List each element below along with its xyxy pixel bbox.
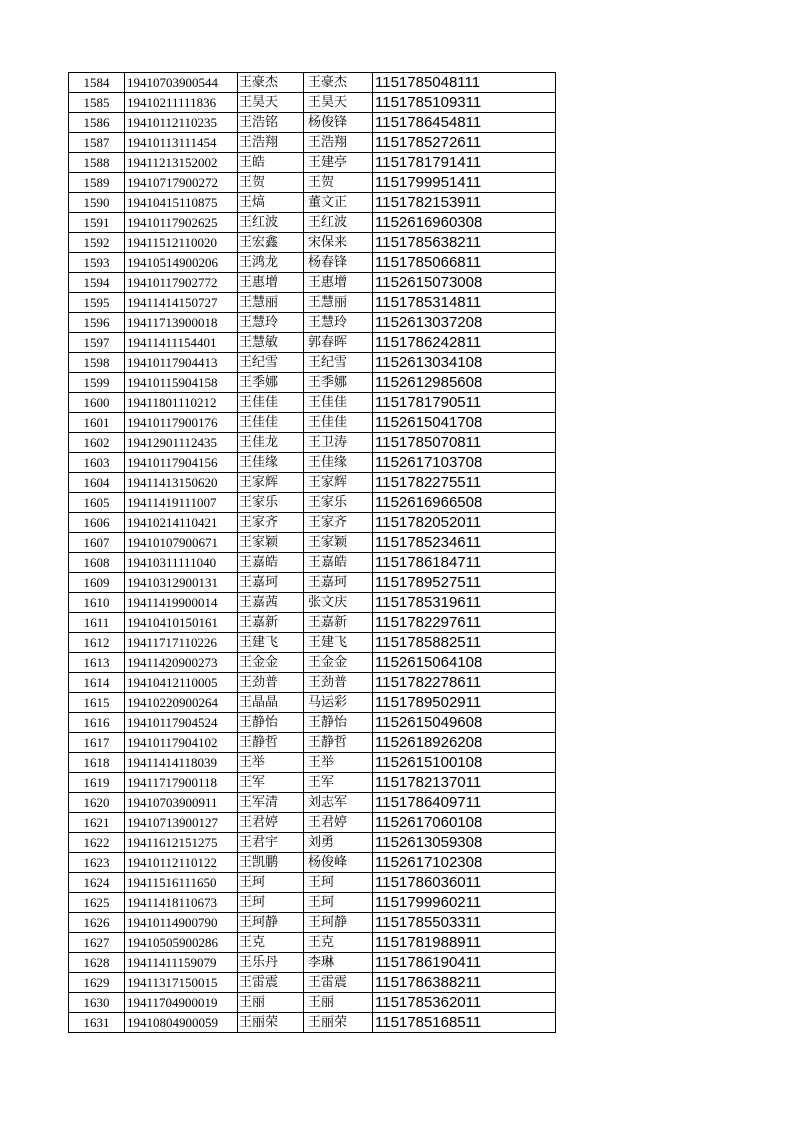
- name-cell: 王军清: [238, 793, 304, 813]
- id-number-cell: 19410804900059: [125, 1013, 238, 1033]
- id-number-cell: 19410117902625: [125, 213, 238, 233]
- table-row: [69, 93, 556, 113]
- card-number-cell: 1152617060108: [373, 813, 556, 833]
- card-number-cell: 1151785314811: [373, 293, 556, 313]
- row-index-cell: 1589: [69, 173, 125, 193]
- table-row: [69, 813, 556, 833]
- table-row: [69, 233, 556, 253]
- id-number-cell: 19410211111836: [125, 93, 238, 113]
- row-index-cell: 1621: [69, 813, 125, 833]
- card-number-cell: 1151782153911: [373, 193, 556, 213]
- name-cell: 王嘉皓: [238, 553, 304, 573]
- holder-name-cell: 王昊天: [304, 93, 373, 113]
- holder-name-cell: 王家颖: [304, 533, 373, 553]
- table-row: [69, 873, 556, 893]
- table-body: [69, 73, 556, 1033]
- card-number-cell: 1151782052011: [373, 513, 556, 533]
- row-index-cell: 1599: [69, 373, 125, 393]
- row-index-cell: 1590: [69, 193, 125, 213]
- id-number-cell: 19411704900019: [125, 993, 238, 1013]
- name-cell: 王鸿龙: [238, 253, 304, 273]
- id-number-cell: 19411420900273: [125, 653, 238, 673]
- card-number-cell: 1151786242811: [373, 333, 556, 353]
- table-row: [69, 373, 556, 393]
- card-number-cell: 1151785234611: [373, 533, 556, 553]
- table-row: [69, 933, 556, 953]
- table-row: [69, 973, 556, 993]
- row-index-cell: 1627: [69, 933, 125, 953]
- holder-name-cell: 马运彩: [304, 693, 373, 713]
- name-cell: 王昊天: [238, 93, 304, 113]
- name-cell: 王建飞: [238, 633, 304, 653]
- holder-name-cell: 王雷震: [304, 973, 373, 993]
- card-number-cell: 1151785048111: [373, 73, 556, 93]
- holder-name-cell: 杨春锋: [304, 253, 373, 273]
- name-cell: 王晶晶: [238, 693, 304, 713]
- id-number-cell: 19411411159079: [125, 953, 238, 973]
- table-row: [69, 333, 556, 353]
- table-row: [69, 453, 556, 473]
- name-cell: 王佳龙: [238, 433, 304, 453]
- row-index-cell: 1613: [69, 653, 125, 673]
- id-number-cell: 19410115904158: [125, 373, 238, 393]
- row-index-cell: 1612: [69, 633, 125, 653]
- card-number-cell: 1151785503311: [373, 913, 556, 933]
- id-number-cell: 19411418110673: [125, 893, 238, 913]
- id-number-cell: 19410514900206: [125, 253, 238, 273]
- table-row: [69, 513, 556, 533]
- holder-name-cell: 王红波: [304, 213, 373, 233]
- name-cell: 王纪雪: [238, 353, 304, 373]
- holder-name-cell: 王惠增: [304, 273, 373, 293]
- holder-name-cell: 王丽荣: [304, 1013, 373, 1033]
- name-cell: 王凯鹏: [238, 853, 304, 873]
- holder-name-cell: 王豪杰: [304, 73, 373, 93]
- id-number-cell: 19411612151275: [125, 833, 238, 853]
- name-cell: 王宏鑫: [238, 233, 304, 253]
- holder-name-cell: 王静怡: [304, 713, 373, 733]
- name-cell: 王军: [238, 773, 304, 793]
- row-index-cell: 1619: [69, 773, 125, 793]
- id-number-cell: 19410220900264: [125, 693, 238, 713]
- id-number-cell: 19410112110235: [125, 113, 238, 133]
- row-index-cell: 1602: [69, 433, 125, 453]
- id-number-cell: 19411411154401: [125, 333, 238, 353]
- id-number-cell: 19410117904413: [125, 353, 238, 373]
- id-number-cell: 19411414118039: [125, 753, 238, 773]
- holder-name-cell: 王珂静: [304, 913, 373, 933]
- card-number-cell: 1151786036011: [373, 873, 556, 893]
- holder-name-cell: 王慧丽: [304, 293, 373, 313]
- id-number-cell: 19411419900014: [125, 593, 238, 613]
- id-number-cell: 19410113111454: [125, 133, 238, 153]
- card-number-cell: 1152615100108: [373, 753, 556, 773]
- card-number-cell: 1151785066811: [373, 253, 556, 273]
- row-index-cell: 1610: [69, 593, 125, 613]
- id-number-cell: 19412901112435: [125, 433, 238, 453]
- row-index-cell: 1630: [69, 993, 125, 1013]
- id-number-cell: 19410311111040: [125, 553, 238, 573]
- id-number-cell: 19410214110421: [125, 513, 238, 533]
- card-number-cell: 1152617102308: [373, 853, 556, 873]
- name-cell: 王君宇: [238, 833, 304, 853]
- card-number-cell: 1151782297611: [373, 613, 556, 633]
- card-number-cell: 1151782137011: [373, 773, 556, 793]
- name-cell: 王慧玲: [238, 313, 304, 333]
- id-number-cell: 19411801110212: [125, 393, 238, 413]
- holder-name-cell: 董文正: [304, 193, 373, 213]
- id-number-cell: 19410117900176: [125, 413, 238, 433]
- row-index-cell: 1591: [69, 213, 125, 233]
- card-number-cell: 1151785882511: [373, 633, 556, 653]
- row-index-cell: 1588: [69, 153, 125, 173]
- name-cell: 王克: [238, 933, 304, 953]
- name-cell: 王嘉茜: [238, 593, 304, 613]
- card-number-cell: 1151789502911: [373, 693, 556, 713]
- name-cell: 王珂静: [238, 913, 304, 933]
- id-number-cell: 19410117904524: [125, 713, 238, 733]
- row-index-cell: 1585: [69, 93, 125, 113]
- row-index-cell: 1616: [69, 713, 125, 733]
- card-number-cell: 1151786388211: [373, 973, 556, 993]
- id-number-cell: 19411516111650: [125, 873, 238, 893]
- holder-name-cell: 王劲普: [304, 673, 373, 693]
- table-row: [69, 313, 556, 333]
- row-index-cell: 1625: [69, 893, 125, 913]
- id-number-cell: 19411414150727: [125, 293, 238, 313]
- card-number-cell: 1151799951411: [373, 173, 556, 193]
- name-cell: 王家乐: [238, 493, 304, 513]
- card-number-cell: 1151781790511: [373, 393, 556, 413]
- id-number-cell: 19410717900272: [125, 173, 238, 193]
- card-number-cell: 1152618926208: [373, 733, 556, 753]
- name-cell: 王乐丹: [238, 953, 304, 973]
- name-cell: 王红波: [238, 213, 304, 233]
- table-row: [69, 733, 556, 753]
- table-row: [69, 393, 556, 413]
- holder-name-cell: 郭春晖: [304, 333, 373, 353]
- card-number-cell: 1152616966508: [373, 493, 556, 513]
- id-number-cell: 19411317150015: [125, 973, 238, 993]
- holder-name-cell: 王珂: [304, 893, 373, 913]
- table-row: [69, 293, 556, 313]
- holder-name-cell: 王家齐: [304, 513, 373, 533]
- card-number-cell: 1152613034108: [373, 353, 556, 373]
- table-row: [69, 533, 556, 553]
- id-number-cell: 19410505900286: [125, 933, 238, 953]
- row-index-cell: 1605: [69, 493, 125, 513]
- card-number-cell: 1151781791411: [373, 153, 556, 173]
- name-cell: 王季娜: [238, 373, 304, 393]
- id-number-cell: 19410713900127: [125, 813, 238, 833]
- row-index-cell: 1600: [69, 393, 125, 413]
- card-number-cell: 1151782278611: [373, 673, 556, 693]
- table-row: [69, 633, 556, 653]
- row-index-cell: 1587: [69, 133, 125, 153]
- row-index-cell: 1615: [69, 693, 125, 713]
- table-row: [69, 213, 556, 233]
- name-cell: 王举: [238, 753, 304, 773]
- row-index-cell: 1622: [69, 833, 125, 853]
- holder-name-cell: 王纪雪: [304, 353, 373, 373]
- name-cell: 王君婷: [238, 813, 304, 833]
- row-index-cell: 1593: [69, 253, 125, 273]
- holder-name-cell: 王佳缘: [304, 453, 373, 473]
- card-number-cell: 1152615073008: [373, 273, 556, 293]
- id-number-cell: 19410703900911: [125, 793, 238, 813]
- name-cell: 王佳缘: [238, 453, 304, 473]
- table-row: [69, 193, 556, 213]
- holder-name-cell: 李琳: [304, 953, 373, 973]
- name-cell: 王劲普: [238, 673, 304, 693]
- card-number-cell: 1151786190411: [373, 953, 556, 973]
- table-row: [69, 413, 556, 433]
- name-cell: 王浩铭: [238, 113, 304, 133]
- row-index-cell: 1595: [69, 293, 125, 313]
- table-row: [69, 433, 556, 453]
- table-row: [69, 853, 556, 873]
- name-cell: 王珂: [238, 873, 304, 893]
- holder-name-cell: 王佳佳: [304, 393, 373, 413]
- card-number-cell: 1151786454811: [373, 113, 556, 133]
- holder-name-cell: 王嘉新: [304, 613, 373, 633]
- id-number-cell: 19410410150161: [125, 613, 238, 633]
- card-number-cell: 1151785168511: [373, 1013, 556, 1033]
- row-index-cell: 1631: [69, 1013, 125, 1033]
- id-number-cell: 19410117904156: [125, 453, 238, 473]
- holder-name-cell: 王家乐: [304, 493, 373, 513]
- id-number-cell: 19410703900544: [125, 73, 238, 93]
- row-index-cell: 1606: [69, 513, 125, 533]
- name-cell: 王佳佳: [238, 393, 304, 413]
- row-index-cell: 1609: [69, 573, 125, 593]
- table-row: [69, 713, 556, 733]
- table-row: [69, 893, 556, 913]
- card-number-cell: 1151789527511: [373, 573, 556, 593]
- table-row: [69, 573, 556, 593]
- row-index-cell: 1601: [69, 413, 125, 433]
- table-row: [69, 773, 556, 793]
- holder-name-cell: 王佳佳: [304, 413, 373, 433]
- holder-name-cell: 王建飞: [304, 633, 373, 653]
- row-index-cell: 1604: [69, 473, 125, 493]
- card-number-cell: 1151799960211: [373, 893, 556, 913]
- table-row: [69, 653, 556, 673]
- card-number-cell: 1151785070811: [373, 433, 556, 453]
- id-number-cell: 19411413150620: [125, 473, 238, 493]
- table-row: [69, 833, 556, 853]
- card-number-cell: 1152613059308: [373, 833, 556, 853]
- row-index-cell: 1628: [69, 953, 125, 973]
- name-cell: 王家齐: [238, 513, 304, 533]
- table-row: [69, 473, 556, 493]
- holder-name-cell: 杨俊锋: [304, 113, 373, 133]
- name-cell: 王贺: [238, 173, 304, 193]
- holder-name-cell: 王军: [304, 773, 373, 793]
- row-index-cell: 1623: [69, 853, 125, 873]
- card-number-cell: 1152615041708: [373, 413, 556, 433]
- card-number-cell: 1151782275511: [373, 473, 556, 493]
- row-index-cell: 1603: [69, 453, 125, 473]
- card-number-cell: 1151785109311: [373, 93, 556, 113]
- name-cell: 王静哲: [238, 733, 304, 753]
- table-row: [69, 793, 556, 813]
- id-number-cell: 19410415110875: [125, 193, 238, 213]
- holder-name-cell: 王家辉: [304, 473, 373, 493]
- holder-name-cell: 王举: [304, 753, 373, 773]
- table-row: [69, 693, 556, 713]
- name-cell: 王皓: [238, 153, 304, 173]
- row-index-cell: 1626: [69, 913, 125, 933]
- id-number-cell: 19411419111007: [125, 493, 238, 513]
- id-number-cell: 19410312900131: [125, 573, 238, 593]
- table-row: [69, 553, 556, 573]
- row-index-cell: 1596: [69, 313, 125, 333]
- row-index-cell: 1611: [69, 613, 125, 633]
- card-number-cell: 1152612985608: [373, 373, 556, 393]
- table-row: [69, 173, 556, 193]
- row-index-cell: 1597: [69, 333, 125, 353]
- table-row: [69, 113, 556, 133]
- card-number-cell: 1151786409711: [373, 793, 556, 813]
- holder-name-cell: 王金金: [304, 653, 373, 673]
- table-row: [69, 753, 556, 773]
- card-number-cell: 1152616960308: [373, 213, 556, 233]
- holder-name-cell: 宋保来: [304, 233, 373, 253]
- holder-name-cell: 王嘉珂: [304, 573, 373, 593]
- table-row: [69, 73, 556, 93]
- row-index-cell: 1617: [69, 733, 125, 753]
- id-number-cell: 19410107900671: [125, 533, 238, 553]
- card-number-cell: 1151785319611: [373, 593, 556, 613]
- row-index-cell: 1618: [69, 753, 125, 773]
- table-row: [69, 993, 556, 1013]
- row-index-cell: 1594: [69, 273, 125, 293]
- name-cell: 王金金: [238, 653, 304, 673]
- card-number-cell: 1152615064108: [373, 653, 556, 673]
- id-number-cell: 19410117902772: [125, 273, 238, 293]
- name-cell: 王慧敏: [238, 333, 304, 353]
- name-cell: 王浩翔: [238, 133, 304, 153]
- card-number-cell: 1152617103708: [373, 453, 556, 473]
- holder-name-cell: 王贺: [304, 173, 373, 193]
- name-cell: 王珂: [238, 893, 304, 913]
- holder-name-cell: 王君婷: [304, 813, 373, 833]
- name-cell: 王丽: [238, 993, 304, 1013]
- id-number-cell: 19410114900790: [125, 913, 238, 933]
- name-cell: 王雷震: [238, 973, 304, 993]
- name-cell: 王嘉珂: [238, 573, 304, 593]
- table-row: [69, 253, 556, 273]
- row-index-cell: 1598: [69, 353, 125, 373]
- name-cell: 王慧丽: [238, 293, 304, 313]
- row-index-cell: 1607: [69, 533, 125, 553]
- holder-name-cell: 王建亭: [304, 153, 373, 173]
- holder-name-cell: 王季娜: [304, 373, 373, 393]
- card-number-cell: 1151781988911: [373, 933, 556, 953]
- name-cell: 王静怡: [238, 713, 304, 733]
- name-cell: 王熇: [238, 193, 304, 213]
- table-row: [69, 613, 556, 633]
- table-row: [69, 953, 556, 973]
- name-cell: 王家颖: [238, 533, 304, 553]
- id-number-cell: 19411713900018: [125, 313, 238, 333]
- table-row: [69, 493, 556, 513]
- card-number-cell: 1151785638211: [373, 233, 556, 253]
- card-number-cell: 1151786184711: [373, 553, 556, 573]
- table-row: [69, 913, 556, 933]
- holder-name-cell: 王珂: [304, 873, 373, 893]
- id-number-cell: 19411717110226: [125, 633, 238, 653]
- card-number-cell: 1152615049608: [373, 713, 556, 733]
- id-number-cell: 19410117904102: [125, 733, 238, 753]
- holder-name-cell: 王卫涛: [304, 433, 373, 453]
- card-number-cell: 1152613037208: [373, 313, 556, 333]
- name-cell: 王嘉新: [238, 613, 304, 633]
- table-row: [69, 673, 556, 693]
- row-index-cell: 1614: [69, 673, 125, 693]
- name-cell: 王豪杰: [238, 73, 304, 93]
- id-number-cell: 19411717900118: [125, 773, 238, 793]
- holder-name-cell: 王浩翔: [304, 133, 373, 153]
- row-index-cell: 1629: [69, 973, 125, 993]
- data-table: [68, 72, 556, 1033]
- table-row: [69, 153, 556, 173]
- card-number-cell: 1151785272611: [373, 133, 556, 153]
- card-number-cell: 1151785362011: [373, 993, 556, 1013]
- row-index-cell: 1586: [69, 113, 125, 133]
- table-row: [69, 593, 556, 613]
- row-index-cell: 1592: [69, 233, 125, 253]
- holder-name-cell: 王丽: [304, 993, 373, 1013]
- id-number-cell: 19411213152002: [125, 153, 238, 173]
- holder-name-cell: 王慧玲: [304, 313, 373, 333]
- row-index-cell: 1624: [69, 873, 125, 893]
- row-index-cell: 1620: [69, 793, 125, 813]
- table-row: [69, 1013, 556, 1033]
- name-cell: 王佳佳: [238, 413, 304, 433]
- id-number-cell: 19410412110005: [125, 673, 238, 693]
- holder-name-cell: 王静哲: [304, 733, 373, 753]
- row-index-cell: 1608: [69, 553, 125, 573]
- name-cell: 王惠增: [238, 273, 304, 293]
- id-number-cell: 19410112110122: [125, 853, 238, 873]
- table-row: [69, 133, 556, 153]
- table-row: [69, 353, 556, 373]
- holder-name-cell: 张文庆: [304, 593, 373, 613]
- name-cell: 王家辉: [238, 473, 304, 493]
- id-number-cell: 19411512110020: [125, 233, 238, 253]
- table-row: [69, 273, 556, 293]
- holder-name-cell: 刘志军: [304, 793, 373, 813]
- name-cell: 王丽荣: [238, 1013, 304, 1033]
- holder-name-cell: 王嘉皓: [304, 553, 373, 573]
- holder-name-cell: 杨俊峰: [304, 853, 373, 873]
- holder-name-cell: 王克: [304, 933, 373, 953]
- holder-name-cell: 刘勇: [304, 833, 373, 853]
- row-index-cell: 1584: [69, 73, 125, 93]
